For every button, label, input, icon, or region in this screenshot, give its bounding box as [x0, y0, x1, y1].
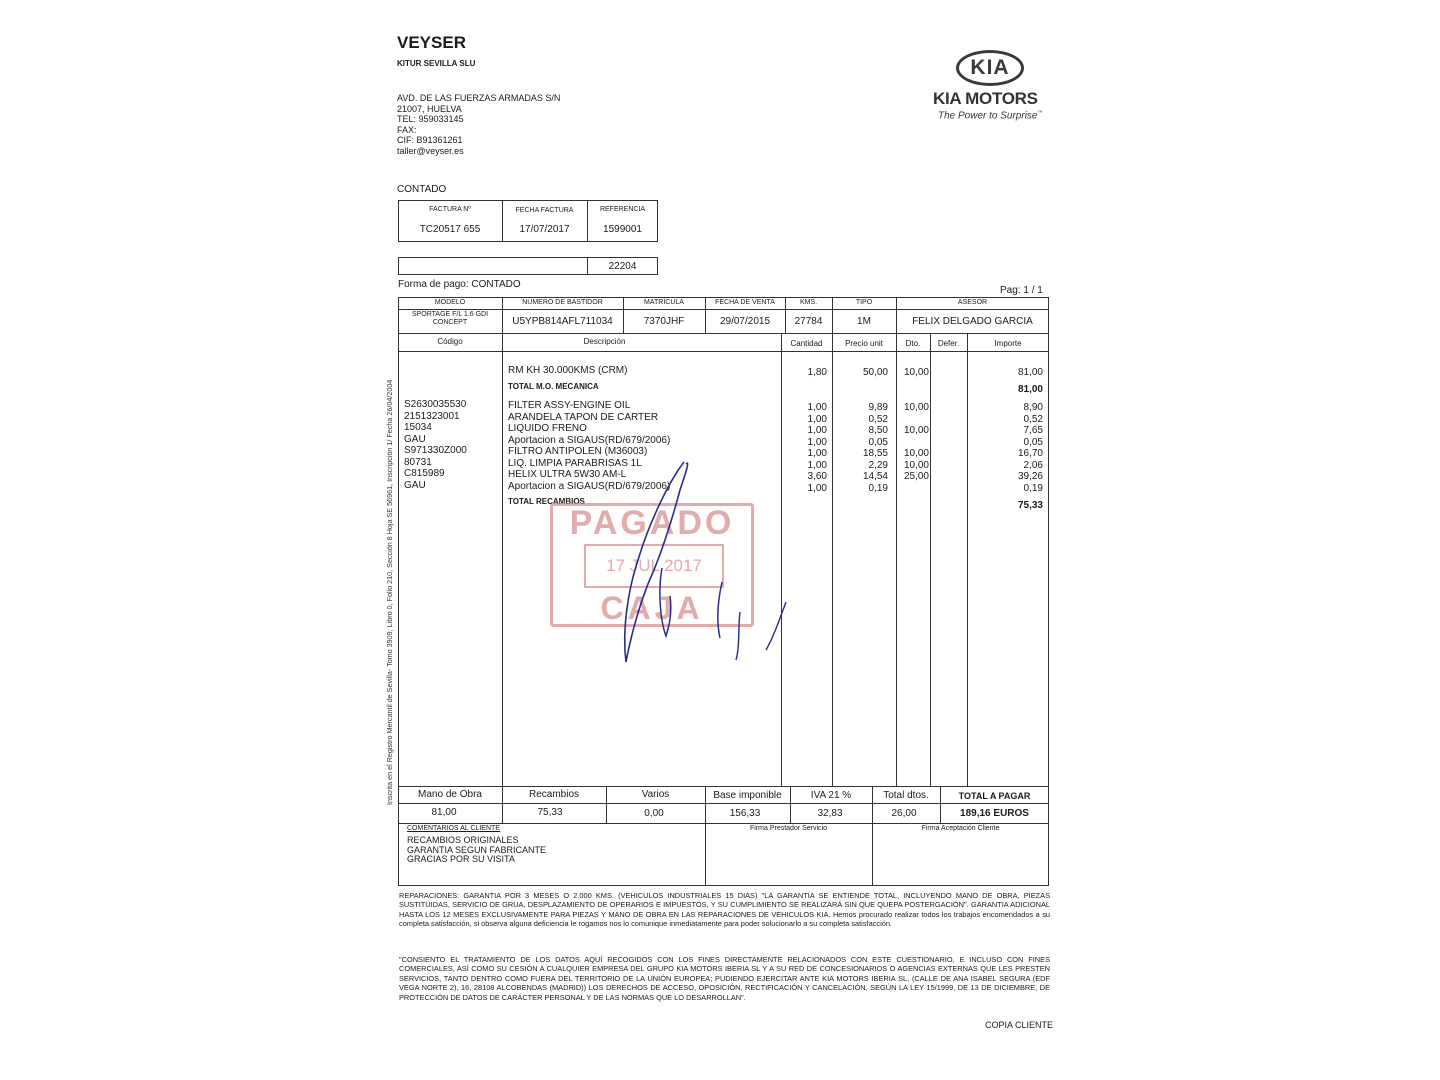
vat-value: 32,83	[817, 808, 843, 819]
parts-total-label: TOTAL RECAMBIOS	[508, 497, 585, 506]
kia-logo-text: KIA	[970, 56, 1010, 79]
invoice-number-label: FACTURA Nº	[429, 206, 471, 213]
labor-total-value: 81,00	[431, 807, 457, 818]
parts-unit-price-column	[832, 402, 888, 494]
part-code: GAU	[404, 433, 426, 445]
misc-total-header: Varios	[641, 789, 670, 800]
sale-date-label: FECHA DE VENTA	[715, 299, 775, 306]
labor-discount: 10,00	[903, 367, 929, 378]
company-address	[397, 93, 617, 157]
paid-stamp-date: 17 JUL 2017	[584, 544, 724, 588]
part-description: FILTRO ANTIPOLEN (M36003)	[508, 446, 648, 457]
registry-note: Inscrita en el Registro Mercantil de Sevilla- Tomo 3909, Libro 0, Folio 210, Sección 8 Hoja SE 56961, Inscripción 1/ Fecha 26/04/2004	[385, 379, 394, 805]
part-unit-price: 18,55	[862, 448, 888, 459]
address-line: TEL: 959033145	[397, 114, 464, 125]
divider	[398, 351, 1049, 352]
vehicle-type: 1M	[857, 316, 871, 327]
total-discount-header: Total dtos.	[883, 790, 929, 801]
part-description: Aportacion a SIGAUS(RD/679/2006)	[508, 480, 671, 492]
divider	[896, 333, 897, 786]
labor-quantity: 1,80	[807, 367, 827, 378]
vehicle-sale-date: 29/07/2015	[719, 316, 771, 327]
divider	[398, 786, 1049, 787]
invoice-date: 17/07/2017	[519, 224, 570, 235]
part-unit-price: 0,19	[868, 482, 888, 494]
brand-name: KIA MOTORS	[933, 89, 1038, 108]
handwritten-signature	[600, 450, 800, 680]
part-quantity: 1,00	[807, 413, 827, 425]
reference-number: 1599001	[603, 224, 642, 235]
model-label: MODELO	[434, 299, 466, 306]
unit-price-header: Precio unit	[845, 339, 883, 348]
part-unit-price: 0,52	[868, 413, 888, 425]
vehicle-advisor: FELIX DELGADO GARCIA	[912, 316, 1033, 327]
misc-total-value: 0,00	[644, 808, 664, 819]
part-code: 15034	[404, 422, 432, 433]
address-line: CIF: B91361261	[397, 135, 463, 146]
paid-stamp-title: PAGADO	[569, 504, 735, 542]
discount-header: Dto.	[905, 339, 921, 348]
kms-label: KMS.	[799, 299, 818, 306]
type-label: TIPO	[855, 299, 873, 306]
company-name: VEYSER	[397, 33, 466, 52]
comments-text	[407, 836, 546, 865]
divider	[705, 823, 706, 886]
total-to-pay-header: TOTAL A PAGAR	[958, 791, 1031, 801]
part-amount: 8,90	[1023, 402, 1043, 413]
part-discount: 25,00	[903, 471, 929, 482]
part-amount: 0,05	[1023, 436, 1043, 448]
labor-description: RM KH 30.000KMS (CRM)	[508, 365, 628, 376]
part-amount: 0,52	[1023, 413, 1043, 425]
parts-discount-column	[896, 402, 929, 494]
part-discount	[896, 483, 929, 495]
part-discount	[896, 437, 929, 449]
part-unit-price: 9,89	[868, 402, 888, 413]
comment-line: GARANTIA SEGUN FABRICANTE	[407, 844, 547, 855]
part-unit-price: 14,54	[862, 471, 888, 482]
part-amount: 2,06	[1023, 459, 1043, 471]
model-line: SPORTAGE F/L 1.6 GDI	[411, 311, 489, 318]
part-description: ARANDELA TAPON DE CARTER	[508, 411, 659, 423]
comment-line: GRACIAS POR SU VISITA	[407, 854, 515, 864]
parts-total-value: 75,33	[537, 807, 563, 818]
paid-stamp-caja: CAJA	[600, 590, 704, 626]
customer-code: 22204	[608, 261, 637, 272]
part-quantity: 1,00	[807, 402, 827, 413]
address-line: FAX:	[397, 124, 417, 135]
vin-label: NÚMERO DE BASTIDOR	[522, 299, 603, 306]
part-description: FILTER ASSY-ENGINE OIL	[508, 400, 631, 411]
address-line: taller@veyser.es	[397, 145, 464, 156]
part-code: 2151323001	[404, 410, 460, 422]
amount-header: Importe	[994, 339, 1022, 348]
part-quantity: 1,00	[807, 459, 827, 471]
part-quantity: 1,00	[807, 448, 827, 459]
address-line: AVD. DE LAS FUERZAS ARMADAS S/N	[397, 93, 561, 103]
part-code: 80731	[404, 456, 432, 468]
parts-total-header: Recambios	[528, 789, 580, 800]
copy-label: COPIA CLIENTE	[985, 1020, 1054, 1030]
description-header: Descripción	[583, 337, 626, 346]
trademark-mark: ™	[1037, 110, 1043, 116]
part-description: LIQ. LIMPIA PARABRISAS 1L	[508, 457, 642, 469]
vehicle-plate: 7370JHF	[643, 316, 685, 327]
brand-slogan	[938, 110, 1043, 121]
divider	[398, 803, 1049, 804]
warranty-text: REPARACIONES: GARANTIA POR 3 MESES O 2.000 KMS. (VEHICULOS INDUSTRIALES 15 DIAS) "LA GARANTIA SE ENTIENDE TOTAL, INCLUYENDO MANO DE OBRA, PIEZAS SUSTITUIDAS, SERVICIO DE GRUA, DESPLAZAMIENTO DE OPERARIOS E IMPUESTOS, Y SU CUMPLIMIENTO SE REALIZARÁ SIN QUE QUEPA POSTERGACIÓN". GARANTIA ADICIONAL HASTA LOS 12 MESES EXCLUSIVAMENTE PARA PIEZAS Y MANO DE OBRA EN LAS REPARACIONES DE VEHICULOS KIA. Hemos procurado realizar todos los trabajos encomendados a su completa satisfacción, si observa alguna deficiencia le rogamos nos lo comunique inmediatamente para poder solucionarlo a su completa satisfacción.	[399, 891, 1050, 929]
labor-total: 81,00	[1017, 384, 1043, 395]
part-unit-price: 2,29	[868, 459, 888, 471]
part-code: GAU	[404, 479, 426, 491]
brand-slogan-text: The Power to Surprise	[938, 110, 1038, 122]
labor-total-header: Mano de Obra	[418, 789, 482, 800]
labor-total-label: TOTAL M.O. MECANICA	[508, 382, 599, 391]
divider	[398, 309, 1049, 310]
taxable-base-value: 156,33	[729, 808, 761, 819]
divider	[502, 333, 503, 786]
kia-logo	[956, 50, 1024, 86]
provider-signature-label: Firma Prestador Servicio	[749, 825, 828, 832]
part-amount: 39,26	[1017, 471, 1043, 482]
divider	[398, 823, 1049, 824]
comments-label: COMENTARIOS AL CLIENTE	[407, 825, 500, 832]
company-legal-name: KITUR SEVILLA SLU	[397, 59, 476, 68]
part-discount: 10,00	[903, 425, 929, 436]
labor-amount: 81,00	[1017, 367, 1043, 378]
part-quantity: 1,00	[807, 436, 827, 448]
parts-code-column	[404, 399, 500, 491]
data-consent-text: "CONSIENTO EL TRATAMIENTO DE LOS DATOS AQUÍ RECOGIDOS CON LOS FINES DIRECTAMENTE RELACIONADOS CON ESTE CUESTIONARIO, E INCLUSO CON FINES COMERCIALES, ASÍ COMO SU CESIÓN A CUALQUIER EMPRESA DEL GRUPO KIA MOTORS IBERIA SL Y A SU RED DE CONCESIONARIOS O AGENCIAS EXTERNAS QUE LES PRESTEN SERVICIOS, TANTO DENTRO COMO FUERA DEL TERRITORIO DE LA UNIÓN EUROPEA; PUDIENDO EJERCITAR ANTE KIA MOTORS IBERIA SL, (CALLE DE ANA ISABEL SEGURA (EDF VEGA NORTE 2), 16, 28108 ALCOBENDAS (MADRID)) LOS DERECHOS DE ACCESO, OPOSICIÓN, RECTIFICACIÓN Y CANCELACIÓN, SEGÚN LA LEY 15/1999, DE 13 DE DICIEMBRE, DE PROTECCIÓN DE DATOS DE CARÁCTER PERSONAL Y DE LAS NORMAS QUE LO DESARROLLAN".	[399, 955, 1050, 1002]
divider	[832, 333, 833, 786]
part-discount: 10,00	[903, 459, 929, 471]
total-discount-value: 26,00	[891, 808, 917, 819]
parts-total: 75,33	[1017, 500, 1043, 511]
vehicle-vin: U5YPB814AFL711034	[512, 316, 613, 327]
advisor-label: ASESOR	[957, 299, 988, 306]
client-signature-label: Firma Aceptación Cliente	[921, 825, 1000, 832]
part-unit-price: 8,50	[868, 425, 888, 436]
model-line: CONCEPT	[432, 319, 468, 326]
part-amount: 0,19	[1023, 482, 1043, 494]
part-code: S971330Z000	[404, 445, 467, 456]
parts-amount-column	[967, 402, 1043, 494]
comment-line: RECAMBIOS ORIGINALES	[407, 835, 519, 845]
vehicle-model	[398, 311, 502, 327]
total-to-pay-value: 189,16 EUROS	[960, 808, 1029, 819]
part-amount: 7,65	[1023, 425, 1043, 436]
invoice-number: TC20517 655	[419, 224, 481, 235]
payment-type: CONTADO	[397, 184, 447, 195]
part-description: HELIX ULTRA 5W30 AM-L	[508, 469, 627, 480]
part-description: Aportacion a SIGAUS(RD/679/2006)	[508, 434, 671, 446]
part-quantity: 1,00	[807, 425, 827, 436]
part-code: S2630035530	[404, 399, 467, 410]
reference-label: REFERENCIA	[599, 206, 646, 213]
code-header: Código	[437, 337, 463, 346]
part-quantity: 1,00	[807, 482, 827, 494]
payment-method: Forma de pago: CONTADO	[398, 279, 521, 290]
vehicle-kms: 27784	[794, 316, 823, 327]
deferred-header: Defer.	[937, 339, 960, 348]
part-amount: 16,70	[1017, 448, 1043, 459]
plate-label: MATRÍCULA	[644, 299, 684, 306]
divider	[967, 333, 968, 786]
part-code: C815989	[404, 468, 445, 479]
invoice-date-label: FECHA FACTURA	[515, 207, 574, 214]
part-quantity: 3,60	[807, 471, 827, 482]
page-number: Pag: 1 / 1	[1000, 285, 1043, 296]
taxable-base-header: Base imponible	[713, 790, 782, 801]
labor-unit-price: 50,00	[862, 367, 888, 378]
part-discount	[896, 414, 929, 426]
part-unit-price: 0,05	[868, 436, 888, 448]
part-discount: 10,00	[903, 448, 929, 459]
part-description: LIQUIDO FRENO	[508, 423, 587, 434]
vat-header: IVA 21 %	[810, 790, 852, 801]
divider	[398, 333, 1049, 334]
divider	[930, 333, 931, 786]
part-discount: 10,00	[903, 402, 929, 413]
address-line: 21007, HUELVA	[397, 103, 462, 114]
divider	[872, 823, 873, 886]
quantity-header: Cantidad	[790, 339, 823, 348]
